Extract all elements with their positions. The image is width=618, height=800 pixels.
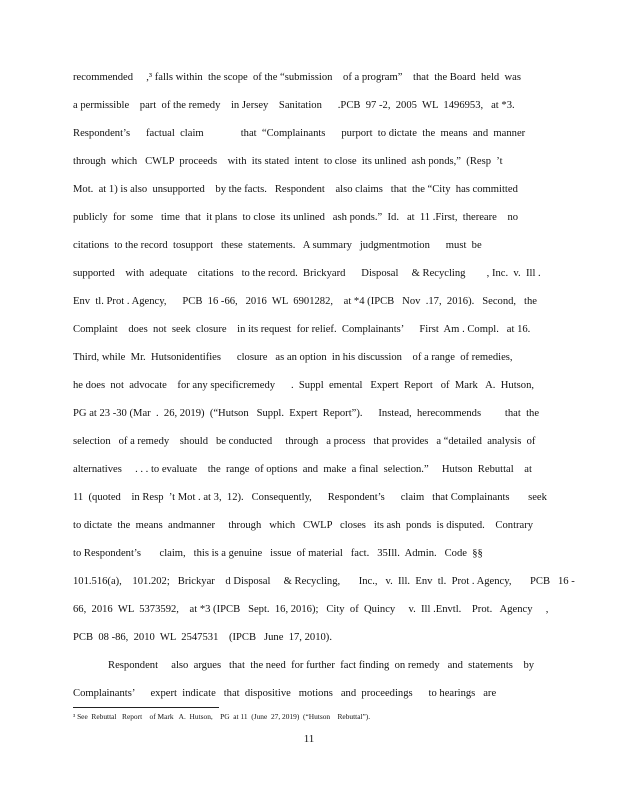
body-line: Respondent also argues that the need for further fact finding on remedy and statements by (108, 660, 535, 671)
body-line: Complainants’ expert indicate that dispositive motions and proceedings to hearings are (73, 688, 497, 699)
body-line: Mot. at 1) is also unsupported by the facts. Respondent also claims that the “City has committed (73, 184, 518, 195)
footnote: ³ See Rebuttal Report of Mark A. Hutson, PG at 11 (June 27, 2019) (“Hutson Rebuttal”). (73, 712, 371, 721)
body-line: alternatives . . . to evaluate the range of options and make a final selection.” Hutson Rebuttal at (73, 464, 532, 475)
body-line: 66, 2016 WL 5373592, at *3 (IPCB Sept. 16, 2016); City of Quincy v. Ill .Envtl. Prot. Agency , (73, 604, 549, 615)
body-line: selection of a remedy should be conducted through a process that provides a “detailed analysis of (73, 436, 536, 447)
body-line: he does not advocate for any specificremedy . Suppl emental Expert Report of Mark A. Hutson, (73, 380, 535, 391)
body-line: 11 (quoted in Resp ’t Mot . at 3, 12). Consequently, Respondent’s claim that Complainants seek (73, 492, 547, 503)
body-line: Respondent’s factual claim that “Complainants purport to dictate the means and manner (73, 128, 526, 139)
body-line: recommended ,³ falls within the scope of the “submission of a program” that the Board held was (73, 72, 522, 83)
body-line: PCB 08 -86, 2010 WL 2547531 (IPCB June 17, 2010). (73, 632, 332, 643)
body-line: to dictate the means andmanner through which CWLP closes its ash ponds is disputed. Contrary (73, 520, 534, 531)
body-line: 101.516(a), 101.202; Brickyar d Disposal & Recycling, Inc., v. Ill. Env tl. Prot . Agency, PCB 16 - (73, 576, 575, 587)
body-line: a permissible part of the remedy in Jersey Sanitation .PCB 97 -2, 2005 WL 1496953, at *3. (73, 100, 515, 111)
body-line: Env tl. Prot . Agency, PCB 16 -66, 2016 WL 6901282, at *4 (IPCB Nov .17, 2016). Second, the (73, 296, 537, 307)
body-line: publicly for some time that it plans to close its unlined ash ponds.” Id. at 11 .First, thereare no (73, 212, 519, 223)
body-line: Third, while Mr. Hutsonidentifies closure as an option in his discussion of a range of remedies, (73, 352, 513, 363)
body-line: PG at 23 -30 (Mar . 26, 2019) (“Hutson Suppl. Expert Report”). Instead, herecommends that the (73, 408, 540, 419)
body-line: citations to the record tosupport these statements. A summary judgmentmotion must be (73, 240, 482, 251)
body-line: to Respondent’s claim, this is a genuine issue of material fact. 35Ill. Admin. Code §§ (73, 548, 483, 559)
footnote-divider (73, 707, 219, 708)
body-line: Complaint does not seek closure in its request for relief. Complainants’ First Am . Compl. at 16. (73, 324, 531, 335)
page-number: 11 (303, 733, 315, 745)
body-line: through which CWLP proceeds with its stated intent to close its unlined ash ponds,” (Resp ’t (73, 156, 503, 167)
body-line: supported with adequate citations to the record. Brickyard Disposal & Recycling , Inc. v. Ill . (73, 268, 541, 279)
